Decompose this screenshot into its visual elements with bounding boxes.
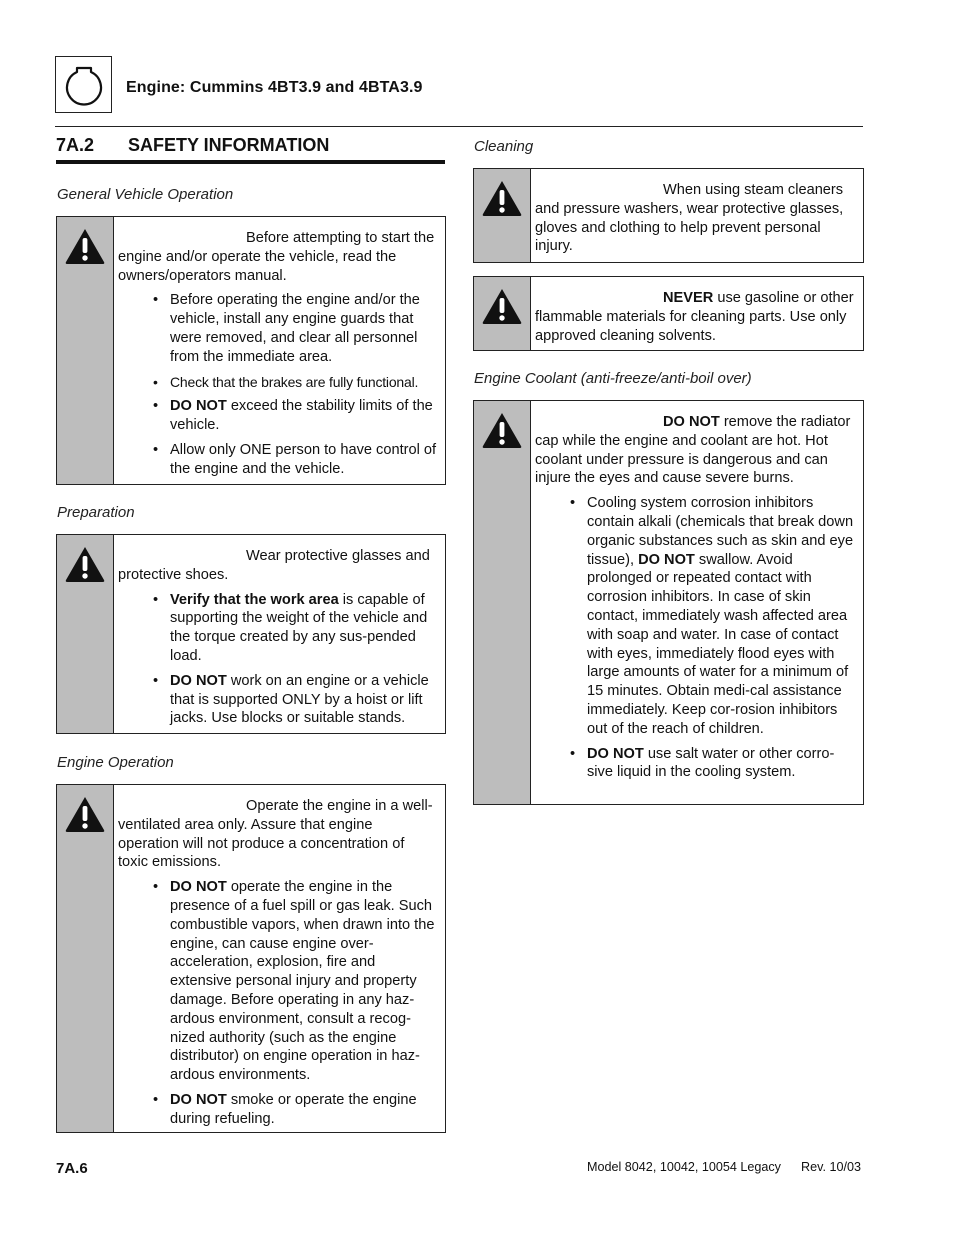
warning-list [118,878,437,1128]
header-title: Engine: Cummins 4BT3.9 and 4BTA3.9 [126,79,423,96]
warning-box-cleaning-gasoline [473,276,864,351]
list-item [170,878,437,1085]
warning-box-engine-coolant [473,400,864,805]
warning-body [531,277,863,350]
warning-gutter [57,217,114,484]
warning-triangle-icon [64,795,106,833]
warning-gutter [57,785,114,1132]
list-item-text: Cooling system corrosion inhibitors contain alkali (chemicals that break down organic substances such as skin and eye tissue), [587,495,854,568]
warning-gutter [474,277,531,350]
warning-lead: Before attempting to start the engine and/or operate the vehicle, read the owners/operators manual. [118,230,435,284]
subheading-engine-coolant: Engine Coolant (anti-freeze/anti-boil over) [474,370,752,387]
emphasis: DO NOT [170,1091,227,1108]
subheading-engine-operation: Engine Operation [57,754,174,771]
warning-lead-text: remove the radiator cap while the engine and coolant are hot. Hot coolant under pressure is dangerous and can injure the eyes and cause severe burns. [535,414,851,487]
warning-lead: When using steam cleaners and pressure washers, wear protective glasses, gloves and clothing to help prevent personal injury. [535,182,844,255]
warning-list [535,494,855,782]
warning-lead [535,413,855,488]
warning-triangle-icon [481,287,523,325]
section-divider [56,160,445,164]
emphasis: DO NOT [663,414,720,430]
list-item [170,591,437,666]
warning-box-engine-operation [56,784,446,1133]
section-title: SAFETY INFORMATION [128,135,330,155]
warning-list [118,291,437,478]
warning-lead-text: use gasoline or other flammable materials for cleaning parts. Use only approved cleaning solvents. [535,290,854,344]
warning-body [114,535,445,733]
warning-lead: Operate the engine in a well-ventilated area only. Assure that engine operation will not produce a concentration of toxic emissions. [118,798,433,871]
warning-body [531,169,863,262]
warning-triangle-icon [64,227,106,265]
warning-box-preparation [56,534,446,734]
warning-triangle-icon [64,545,106,583]
warning-box-cleaning-steam [473,168,864,263]
warning-body [531,401,863,804]
engine-icon [55,56,112,113]
emphasis: NEVER [663,290,714,306]
emphasis: DO NOT [170,672,227,689]
warning-gutter [474,169,531,262]
list-item [170,397,437,435]
subheading-general-vehicle-operation: General Vehicle Operation [57,186,234,203]
emphasis: DO NOT [587,745,644,762]
warning-box-general-operation [56,216,446,485]
list-item-text: exceed the stability limits of the vehicle. [170,398,433,434]
emphasis: DO NOT [170,879,227,896]
warning-body [114,217,445,484]
subheading-cleaning: Cleaning [474,138,534,155]
list-item-text: use salt water or other corro-sive liquid in the cooling system. [587,745,835,781]
list-item [170,672,437,728]
warning-lead [535,289,855,345]
list-item: • Allow only ONE person to have control of the engine and the vehicle. [170,441,437,479]
list-item-text: work on an engine or a vehicle that is supported ONLY by a hoist or lift jacks. Use blocks or suitable stands. [170,672,429,727]
list-item: • Before operating the engine and/or the vehicle, install any engine guards that were removed, and clear all personnel from the immediate area. [170,291,437,366]
list-item [587,745,855,783]
model-text: Model 8042, 10042, 10054 Legacy [587,1160,781,1174]
section-number: 7A.2 [56,135,95,155]
emphasis: Verify that the work area [170,591,339,608]
warning-lead: Wear protective glasses and protective shoes. [118,548,430,583]
warning-gutter [474,401,531,804]
warning-triangle-icon [481,411,523,449]
list-item [170,1091,437,1129]
emphasis: DO NOT [638,551,695,568]
revision-text: Rev. 10/03 [801,1160,861,1174]
warning-gutter [57,535,114,733]
list-item-text: swallow. Avoid prolonged or repeated contact with corrosion inhibitors. In case of skin contact, immediately wash affected area with soap and water. In case of contact with eyes, immediately flood eyes with large amounts of water for a minimum of 15 minutes. Obtain medi-cal assistance immediately. Keep cor-rosion inhibitors out of the reach of children. [587,551,849,737]
list-item-text: is capable of supporting the weight of the vehicle and the torque created by any sus-pended load. [170,591,428,664]
list-item: • Check that the brakes are fully functional. [170,373,437,392]
warning-triangle-icon [481,179,523,217]
subheading-preparation: Preparation [57,504,135,521]
page-number: 7A.6 [56,1160,88,1177]
emphasis: DO NOT [170,398,227,415]
warning-body [114,785,445,1132]
list-item [587,494,855,738]
list-item-text: smoke or operate the engine during refueling. [170,1091,417,1127]
warning-list [118,591,437,729]
header-divider [55,126,863,127]
list-item-text: operate the engine in the presence of a fuel spill or gas leak. Such combustible vapors, when drawn into the engine, can cause engine over-acceleration, explosion, fire and extensive personal injury and property damage. Before operating in any haz-ardous environment, consult a recog-nized authority (such as the engine distributor) on engine operation in haz-ardous environments. [170,879,435,1084]
